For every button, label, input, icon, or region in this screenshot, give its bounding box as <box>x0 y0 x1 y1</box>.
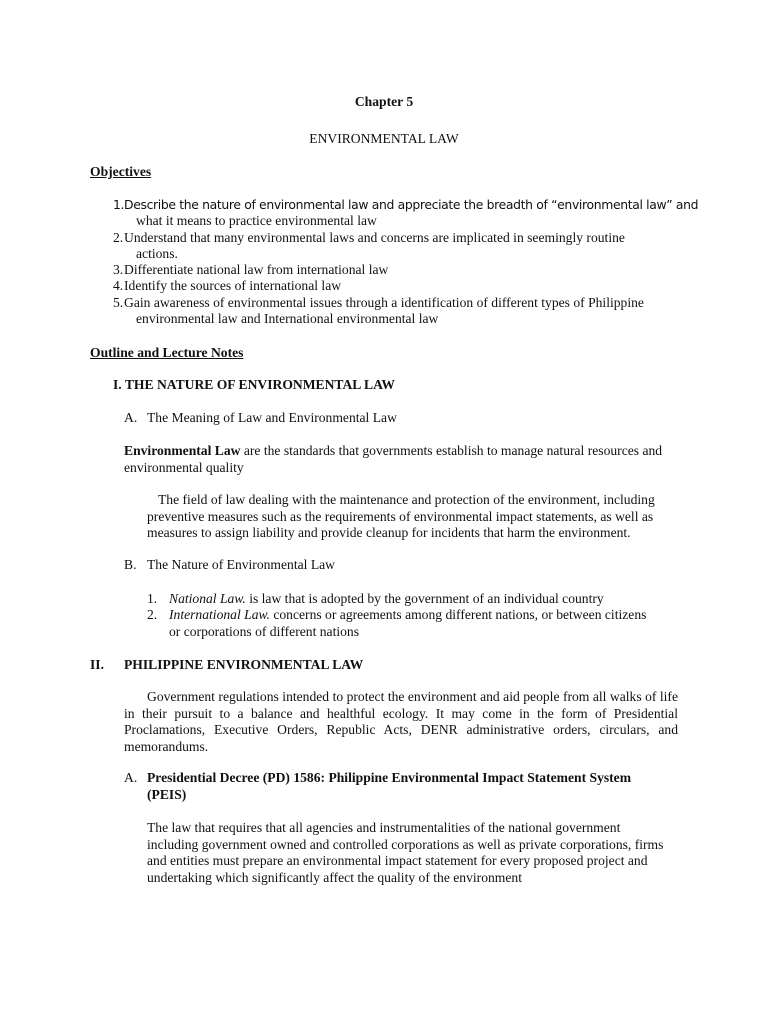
peis-paragraph: The law that requires that all agencies and instrumentalities of the national government including government owned and controlled corporations as well as private corporations, firms and entities must prepare an environmental impact statement for every proposed project and undertaking which significantly affect the quality of the environment <box>147 820 664 885</box>
field-paragraph: The field of law dealing with the maintenance and protection of the environment, including preventive measures such as the requirements of environmental impact statements, as well as measures to assign liability and provide cleanup for incidents that harm the environment. <box>147 492 655 540</box>
outline-heading: Outline and Lecture Notes <box>90 345 244 360</box>
objective-text: Identify the sources of international law <box>124 278 342 293</box>
objective-number: 4. <box>113 278 124 293</box>
subsection-letter: A. <box>124 770 138 785</box>
subsection-letter: A. <box>124 410 138 425</box>
peis-title-cont: (PEIS) <box>147 787 187 802</box>
list-text <box>169 591 604 608</box>
objective-text-cont: actions. <box>136 246 178 261</box>
chapter-label: Chapter 5 <box>354 94 414 109</box>
section-2-numeral: II. <box>90 657 104 672</box>
objective-text: Differentiate national law from international law <box>124 262 389 277</box>
list-number: 2. <box>147 607 158 622</box>
objective-text: Describe the nature of environmental law and appreciate the breadth of “environmental law” and <box>124 197 699 212</box>
objective-number: 3. <box>113 262 124 277</box>
list-term: International Law. <box>169 607 270 622</box>
list-term: National Law. <box>169 591 246 606</box>
environmental-law-definition <box>124 443 676 476</box>
section-2-heading: PHILIPPINE ENVIRONMENTAL LAW <box>124 657 364 672</box>
objective-text-cont: environmental law and International environmental law <box>136 311 439 326</box>
objectives-heading: Objectives <box>90 164 152 179</box>
list-desc: concerns or agreements among different nations, or between citizens <box>269 607 647 622</box>
objective-text-cont: what it means to practice environmental law <box>136 213 377 228</box>
chapter-title: ENVIRONMENTAL LAW <box>309 131 459 146</box>
definition-term: Environmental Law <box>124 443 241 458</box>
objective-text: Understand that many environmental laws and concerns are implicated in seemingly routine <box>124 230 625 245</box>
objective-number: 5. <box>113 295 124 310</box>
list-number: 1. <box>147 591 158 606</box>
section-2-paragraph: Government regulations intended to protect the environment and aid people from all walks of life in their pursuit to a balance and healthful ecology. It may come in the form of Presidential Proclamations, Executive Orders, Republic Acts, DENR administrative orders, circulars, and memorandums. <box>124 689 678 754</box>
subsection-title: The Nature of Environmental Law <box>147 557 335 572</box>
definition-text: are the standards that governments establish to manage natural resources and environmental quality <box>124 443 663 475</box>
objective-number: 2. <box>113 230 124 245</box>
objective-number: 1. <box>113 197 125 212</box>
subsection-letter: B. <box>124 557 137 572</box>
list-desc: is law that is adopted by the government of an individual country <box>245 591 604 606</box>
list-text-cont: or corporations of different nations <box>169 624 360 639</box>
objective-text: Gain awareness of environmental issues through a identification of different types of Philippine <box>124 295 644 310</box>
peis-title: Presidential Decree (PD) 1586: Philippine Environmental Impact Statement System <box>147 770 632 785</box>
list-text <box>169 607 646 624</box>
subsection-title: The Meaning of Law and Environmental Law <box>147 410 397 425</box>
section-1-heading: I. THE NATURE OF ENVIRONMENTAL LAW <box>113 377 395 392</box>
